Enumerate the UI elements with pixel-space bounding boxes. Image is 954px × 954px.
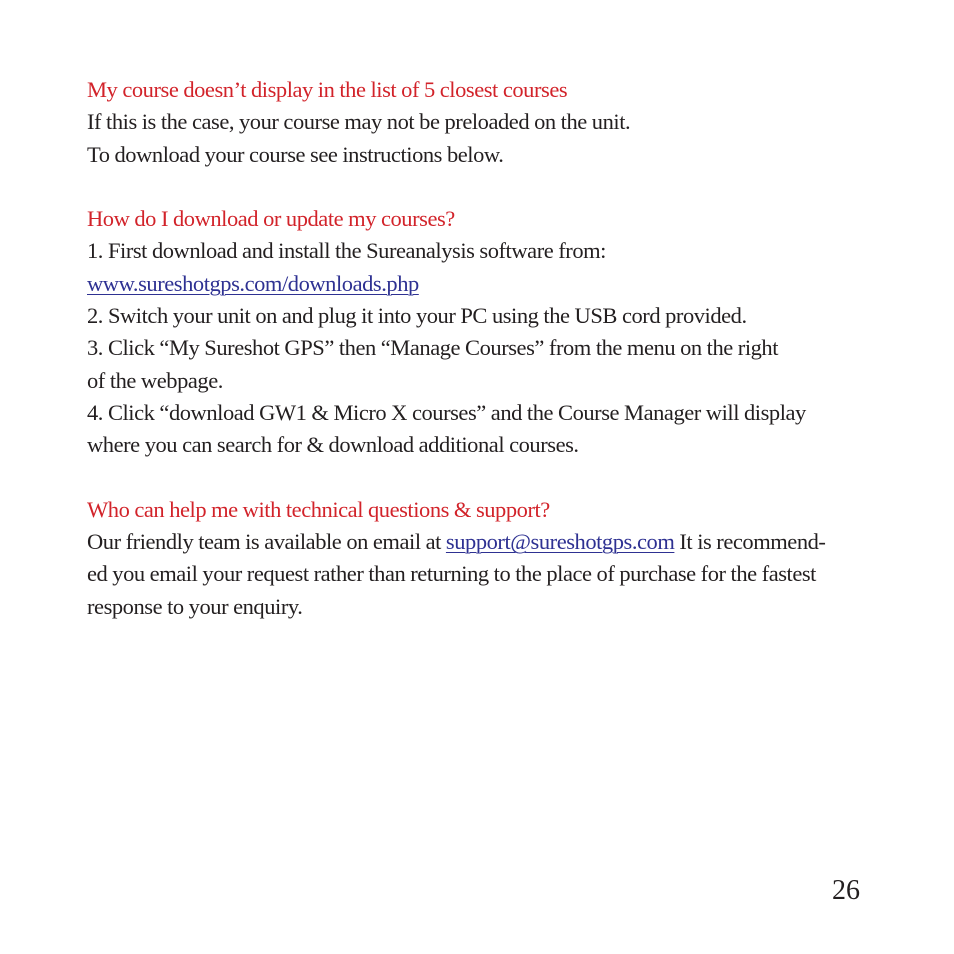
section-download-courses: [87, 203, 947, 461]
support-text-before-email: Our friendly team is available on email at: [87, 529, 446, 555]
step-2-text: 2. Switch your unit on and plug it into your PC using the USB cord provided.: [87, 303, 747, 329]
step-1-text: 1. First download and install the Sureanalysis software from:: [87, 238, 606, 264]
page-number: 26: [832, 875, 860, 906]
body-line: If this is the case, your course may not be preloaded on the unit.: [87, 109, 631, 135]
section-technical-support: [87, 494, 947, 623]
section-course-not-listed: [87, 74, 947, 171]
step-4-text-continued: where you can search for & download additional courses.: [87, 432, 579, 458]
support-line-3: response to your enquiry.: [87, 593, 303, 619]
support-email-link[interactable]: support@sureshotgps.com: [445, 529, 675, 555]
section-heading: How do I download or update my courses?: [87, 206, 455, 232]
step-3-text: 3. Click “My Sureshot GPS” then “Manage Courses” from the menu on the right: [87, 335, 779, 361]
support-text-after-email: It is recommend-: [674, 529, 826, 555]
downloads-link-line: [87, 268, 947, 300]
section-heading: My course doesn’t display in the list of 5 closest courses: [87, 77, 568, 102]
support-line-1: [87, 526, 947, 558]
downloads-link[interactable]: www.sureshotgps.com/downloads.php: [87, 270, 419, 296]
body-line: To download your course see instructions below.: [87, 141, 504, 167]
page-content: [87, 74, 947, 655]
section-heading: Who can help me with technical questions & support?: [87, 496, 550, 522]
support-line-2: ed you email your request rather than returning to the place of purchase for the fastest: [87, 561, 816, 587]
step-4-text: 4. Click “download GW1 & Micro X courses” and the Course Manager will display: [87, 399, 806, 425]
step-3-text-continued: of the webpage.: [87, 367, 223, 393]
